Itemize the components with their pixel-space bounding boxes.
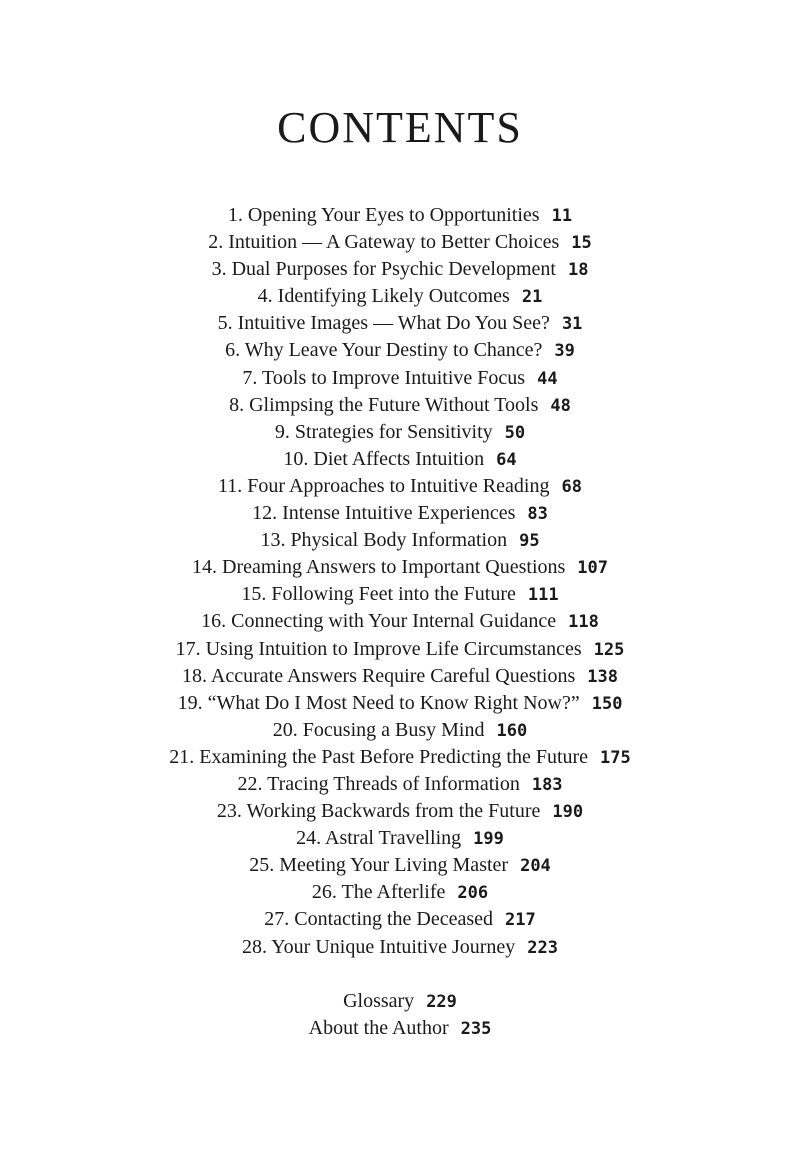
page-number: 64: [496, 449, 517, 470]
page-number: 21: [521, 287, 543, 308]
page-number: 138: [587, 666, 618, 687]
chapter-title: 9. Strategies for Sensitivity: [274, 420, 493, 443]
page-number: 160: [496, 720, 528, 741]
chapter-list: [0, 202, 800, 961]
toc-entry[interactable]: [0, 337, 800, 364]
chapter-title: 16. Connecting with Your Internal Guidance: [201, 610, 557, 633]
chapter-title: 22. Tracing Threads of Information: [237, 772, 520, 795]
page-number: 107: [577, 558, 608, 579]
toc-entry[interactable]: [0, 852, 800, 879]
chapter-title: 4. Identifying Likely Outcomes: [257, 285, 510, 308]
page-number: 223: [527, 937, 559, 958]
toc-entry[interactable]: [0, 717, 800, 744]
toc-entry[interactable]: [0, 310, 800, 337]
toc-entry[interactable]: [0, 879, 800, 906]
toc-entry[interactable]: [0, 771, 800, 798]
chapter-title: 19. “What Do I Most Need to Know Right Now?”: [177, 691, 580, 714]
page-number: 199: [473, 829, 504, 850]
toc-entry[interactable]: [0, 825, 800, 852]
toc-entry[interactable]: [0, 554, 800, 581]
toc-entry-about-the-author[interactable]: [0, 1015, 800, 1042]
chapter-title: 18. Accurate Answers Require Careful Questions: [182, 664, 576, 687]
page-number: 183: [531, 774, 563, 795]
toc-entry[interactable]: [0, 392, 800, 419]
toc-entry[interactable]: [0, 608, 800, 635]
toc-entry[interactable]: [0, 663, 800, 690]
page-number: 44: [537, 368, 558, 389]
toc-entry[interactable]: [0, 527, 800, 554]
chapter-title: 5. Intuitive Images — What Do You See?: [217, 312, 550, 335]
page-number: 95: [519, 531, 540, 552]
chapter-title: 2. Intuition — A Gateway to Better Choices: [208, 231, 560, 254]
chapter-title: 15. Following Feet into the Future: [241, 583, 516, 606]
page-number: 235: [460, 1019, 492, 1040]
page-number: 68: [561, 476, 582, 497]
chapter-title: 14. Dreaming Answers to Important Questions: [192, 556, 566, 579]
toc-entry[interactable]: [0, 798, 800, 825]
page-number: 31: [561, 314, 583, 335]
toc-entry[interactable]: [0, 934, 800, 961]
page-number: 50: [504, 422, 526, 443]
toc-entry-glossary[interactable]: [0, 988, 800, 1015]
toc-entry[interactable]: [0, 283, 800, 310]
chapter-title: 8. Glimpsing the Future Without Tools: [229, 393, 539, 416]
toc-entry[interactable]: [0, 906, 800, 933]
chapter-title: 17. Using Intuition to Improve Life Circumstances: [175, 637, 582, 660]
chapter-title: 6. Why Leave Your Destiny to Chance?: [225, 339, 543, 362]
chapter-title: 27. Contacting the Deceased: [264, 908, 494, 931]
toc-entry[interactable]: [0, 744, 800, 771]
toc-entry[interactable]: [0, 581, 800, 608]
back-matter-list: [0, 988, 800, 1042]
page-number: 217: [505, 910, 536, 931]
page-number: 111: [527, 585, 559, 606]
chapter-title: 13. Physical Body Information: [260, 529, 508, 552]
back-matter-title: Glossary: [343, 990, 415, 1012]
page-title: CONTENTS: [277, 103, 523, 152]
toc-entry[interactable]: [0, 365, 800, 392]
page-number: 150: [591, 693, 623, 714]
page-number: 11: [551, 206, 573, 226]
page-number: 204: [520, 856, 551, 877]
page-number: 190: [552, 802, 584, 823]
page-number: 39: [554, 341, 575, 362]
chapter-title: 11. Four Approaches to Intuitive Reading: [218, 474, 550, 497]
page-number: 175: [600, 747, 631, 768]
page-number: 83: [527, 504, 548, 525]
toc-entry[interactable]: [0, 500, 800, 527]
page-number: 18: [567, 260, 589, 281]
page-number: 118: [568, 612, 599, 633]
toc-entry[interactable]: [0, 636, 800, 663]
toc-entry[interactable]: [0, 690, 800, 717]
page-number: 15: [571, 233, 592, 254]
chapter-title: 25. Meeting Your Living Master: [249, 854, 509, 877]
chapter-title: 26. The Afterlife: [311, 881, 446, 904]
chapter-title: 3. Dual Purposes for Psychic Development: [211, 258, 556, 281]
chapter-title: 23. Working Backwards from the Future: [216, 800, 541, 823]
chapter-title: 21. Examining the Past Before Predicting the Future: [169, 745, 589, 768]
page-number: 229: [426, 992, 457, 1012]
chapter-title: 28. Your Unique Intuitive Journey: [241, 935, 516, 958]
toc-entry[interactable]: [0, 256, 800, 283]
toc-entry[interactable]: [0, 202, 800, 229]
toc-entry[interactable]: [0, 473, 800, 500]
back-matter-title: About the Author: [308, 1017, 449, 1040]
chapter-title: 12. Intense Intuitive Experiences: [252, 502, 516, 525]
chapter-title: 7. Tools to Improve Intuitive Focus: [242, 366, 526, 389]
chapter-title: 1. Opening Your Eyes to Opportunities: [227, 204, 540, 226]
page-number: 206: [457, 883, 489, 904]
page-number: 48: [550, 395, 571, 416]
toc-entry[interactable]: [0, 446, 800, 473]
toc-entry[interactable]: [0, 229, 800, 256]
chapter-title: 24. Astral Travelling: [296, 827, 462, 850]
toc-entry[interactable]: [0, 419, 800, 446]
chapter-title: 10. Diet Affects Intuition: [283, 447, 485, 470]
page-number: 125: [593, 639, 625, 660]
chapter-title: 20. Focusing a Busy Mind: [272, 718, 485, 741]
